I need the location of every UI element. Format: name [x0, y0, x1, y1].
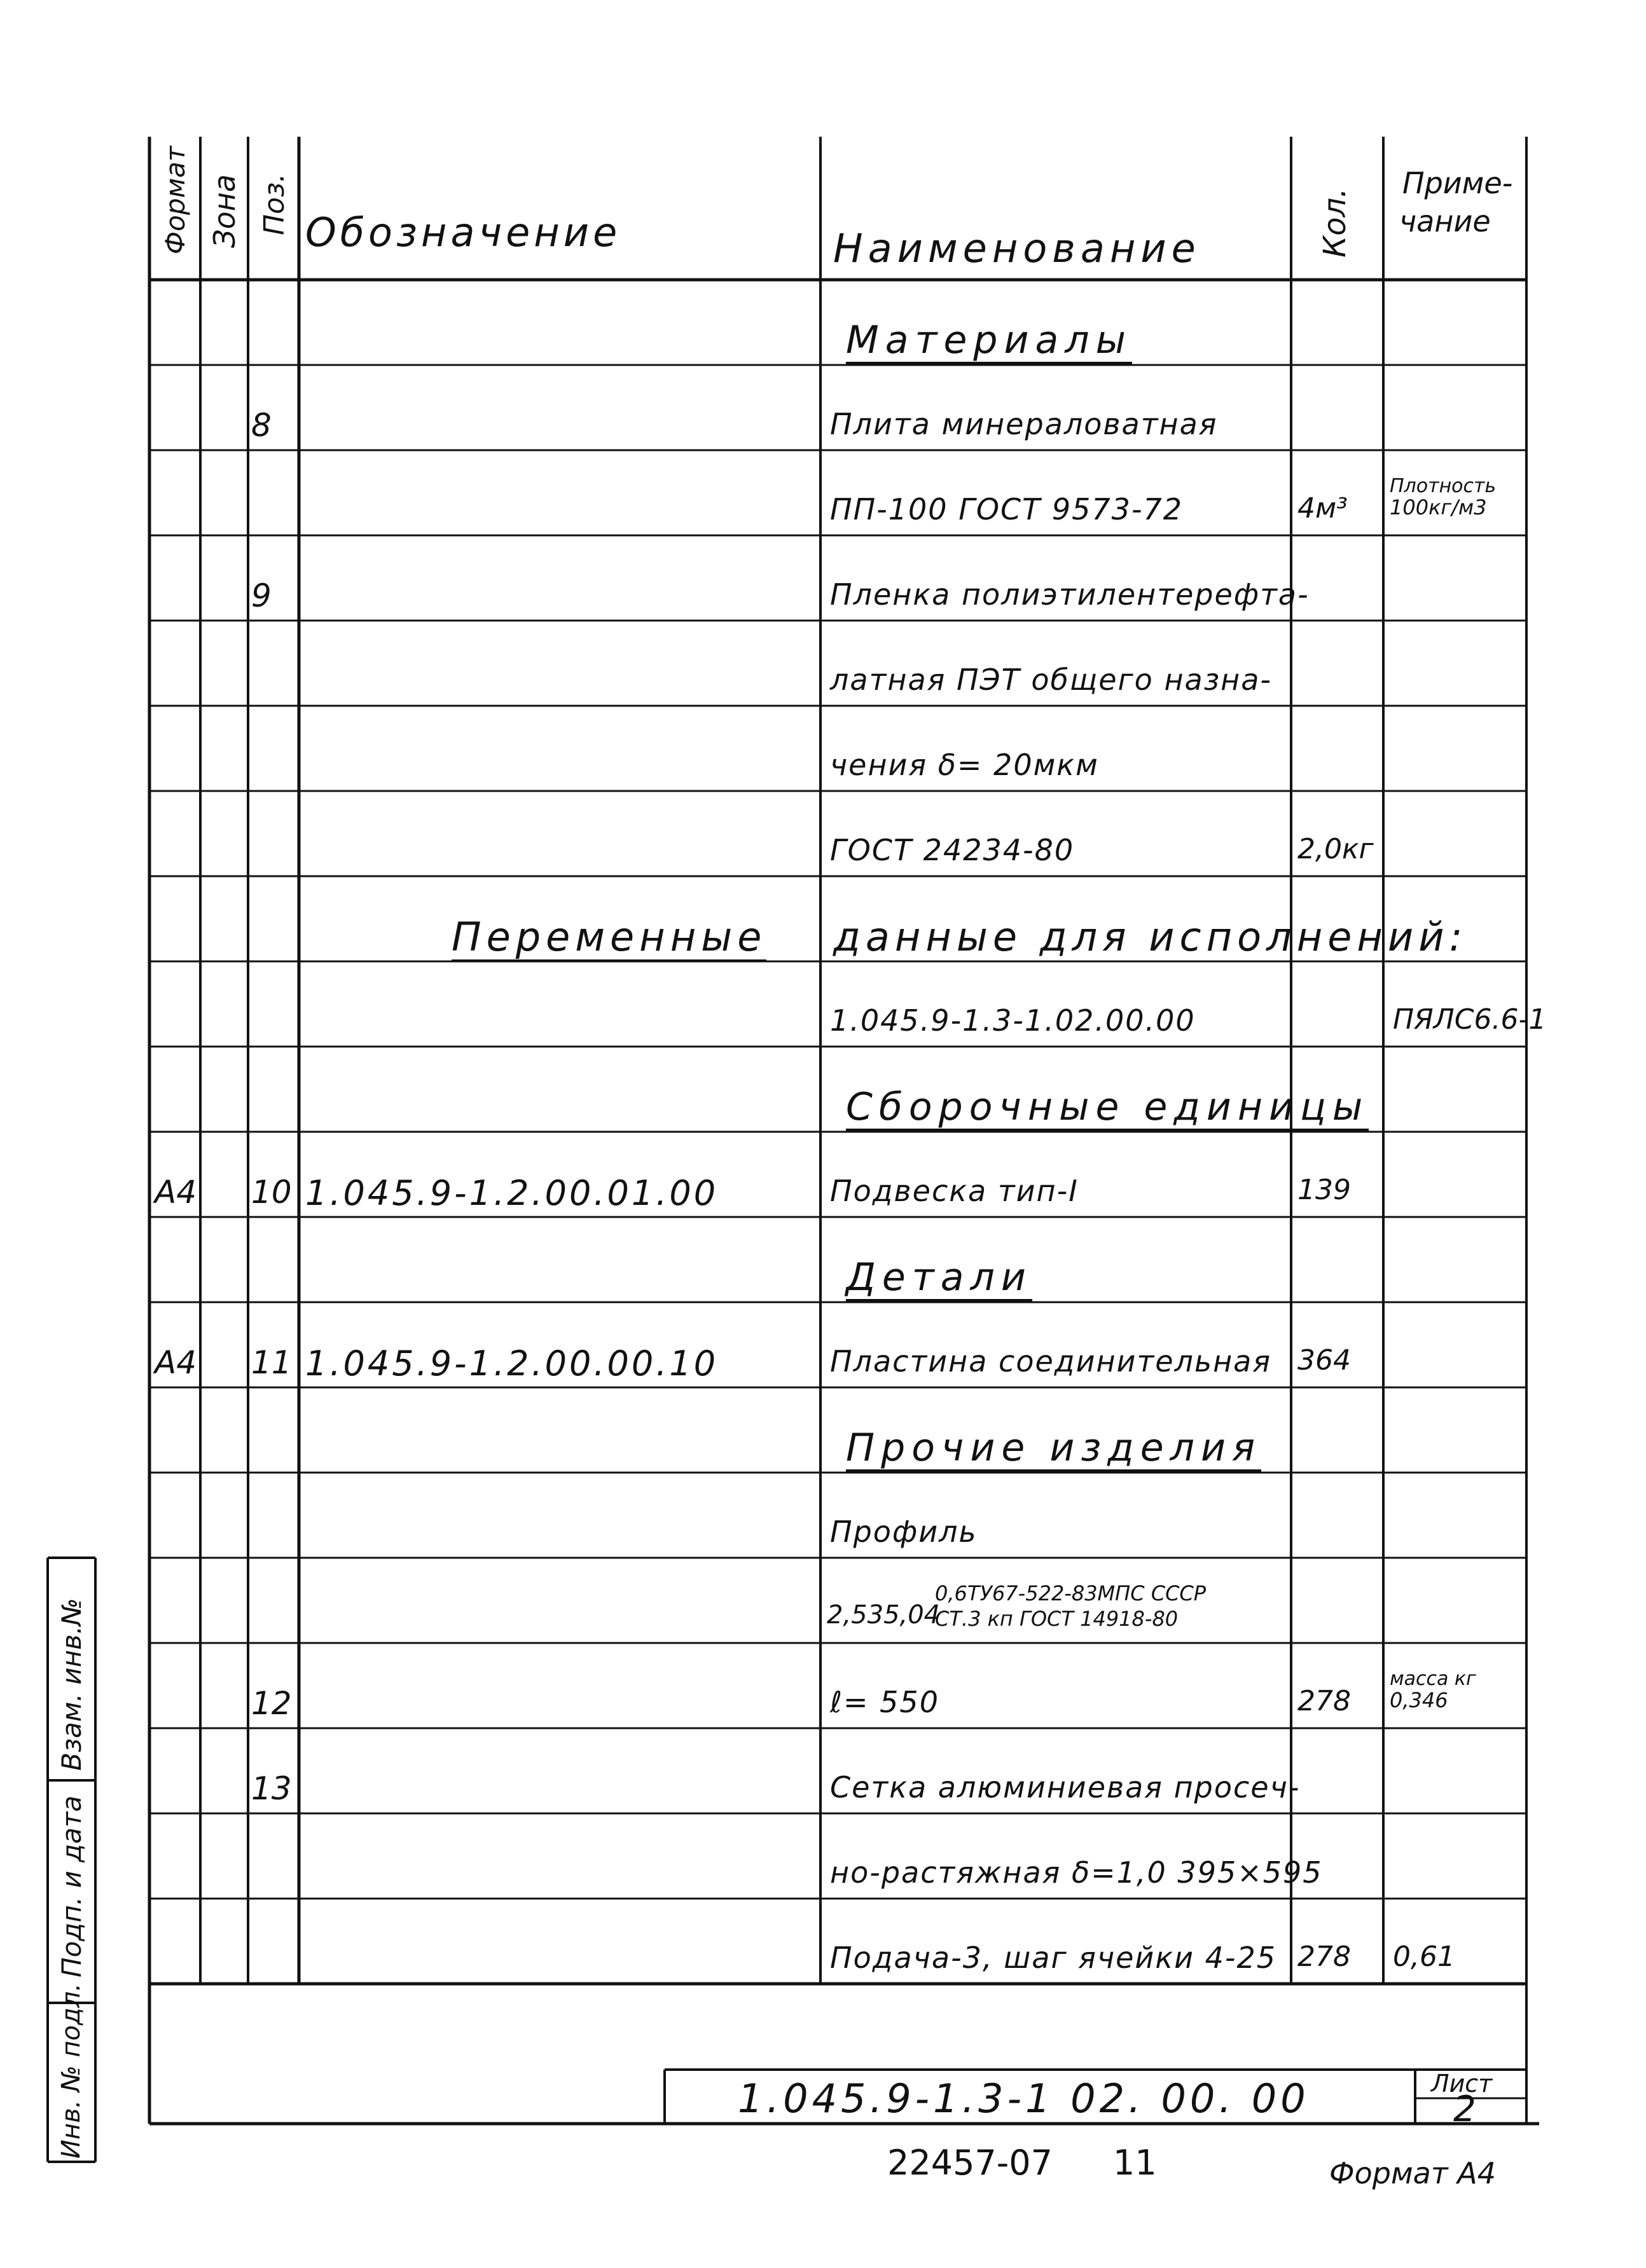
- row-name: 1.045.9-1.3-1.02.00.00: [830, 1003, 1196, 1038]
- row-name: но-растяжная δ=1,0 395×595: [830, 1855, 1323, 1890]
- row-variable-heading-cont: данные для исполнений:: [833, 914, 1468, 960]
- row-note-line1: масса кг: [1390, 1668, 1476, 1690]
- row-note-line2: 0,346: [1390, 1688, 1448, 1712]
- header-designation: Обозначение: [305, 209, 621, 256]
- row-name-prefix: 2,535,04: [827, 1600, 941, 1630]
- row-quantity: 139: [1297, 1174, 1351, 1206]
- row-name: Пластина соединительная: [830, 1344, 1271, 1378]
- header-zone: Зона: [207, 174, 242, 248]
- row-position: 10: [251, 1174, 292, 1211]
- row-quantity: 364: [1297, 1344, 1351, 1377]
- row-name: Подвеска тип-I: [830, 1174, 1079, 1208]
- row-position: 11: [251, 1344, 292, 1381]
- row-name: латная ПЭТ общего назна-: [830, 663, 1273, 697]
- document-code: 1.045.9-1.3-1 02. 00. 00: [738, 2075, 1310, 2122]
- row-name: Подача-3, шаг ячейки 4-25: [830, 1941, 1277, 1975]
- row-designation: 1.045.9-1.2.00.01.00: [305, 1173, 719, 1213]
- row-designation: 1.045.9-1.2.00.00.10: [305, 1344, 719, 1384]
- row-name: ПП-100 ГОСТ 9573-72: [830, 492, 1184, 526]
- row-section-heading: Сборочные единицы: [846, 1088, 1369, 1131]
- sheet-number: 2: [1453, 2089, 1476, 2130]
- format-label: Формат А4: [1329, 2156, 1496, 2190]
- row-position: 12: [251, 1685, 292, 1722]
- row-note-line1: Плотность: [1390, 475, 1497, 497]
- header-pos: Поз.: [258, 173, 291, 235]
- header-note-line1: Приме-: [1402, 166, 1513, 200]
- row-name: Профиль: [830, 1515, 978, 1549]
- row-note: 0,61: [1393, 1941, 1455, 1973]
- header-name: Наименование: [833, 225, 1201, 271]
- row-name: ГОСТ 24234-80: [830, 833, 1075, 867]
- row-note-line2: 100кг/м3: [1390, 495, 1487, 519]
- header-qty: Кол.: [1317, 188, 1353, 258]
- row-name: чения δ= 20мкм: [830, 748, 1099, 782]
- row-name: Сетка алюминиевая просеч-: [830, 1770, 1301, 1804]
- row-format: А4: [155, 1174, 197, 1211]
- row-variable-heading: Переменные: [452, 918, 766, 962]
- row-name-bottom: СТ.3 кп ГОСТ 14918-80: [935, 1607, 1179, 1631]
- row-position: 13: [251, 1770, 292, 1807]
- row-quantity: 4м³: [1297, 492, 1348, 525]
- sheet-label: Лист: [1431, 2070, 1493, 2098]
- row-name: ℓ= 550: [830, 1685, 939, 1719]
- side-label-replacement: Взам. инв.№: [56, 1598, 87, 1771]
- row-name: Плита минераловатная: [830, 407, 1218, 441]
- archive-page: 11: [1113, 2143, 1157, 2183]
- header-note-line2: чание: [1399, 204, 1491, 238]
- side-label-signature-date: Подп. и дата: [56, 1795, 87, 1977]
- archive-number: 22457-07: [887, 2143, 1053, 2183]
- row-quantity: 278: [1297, 1685, 1351, 1717]
- row-section-heading: Материалы: [846, 321, 1132, 364]
- row-quantity: 2,0кг: [1297, 833, 1374, 865]
- row-position: 9: [251, 577, 272, 614]
- row-format: А4: [155, 1344, 197, 1381]
- header-format: Формат: [160, 146, 191, 254]
- row-note: ПЯЛС6.6-1: [1393, 1003, 1547, 1036]
- row-section-heading: Прочие изделия: [846, 1429, 1261, 1472]
- row-section-heading: Детали: [846, 1258, 1032, 1302]
- row-quantity: 278: [1297, 1941, 1351, 1973]
- row-name-top: 0,6ТУ67-522-83МПС СССР: [935, 1581, 1207, 1605]
- side-label-original-inventory: Инв. № подл.: [57, 1983, 86, 2159]
- row-position: 8: [251, 407, 272, 444]
- row-name: Пленка полиэтилентерефта-: [830, 577, 1310, 612]
